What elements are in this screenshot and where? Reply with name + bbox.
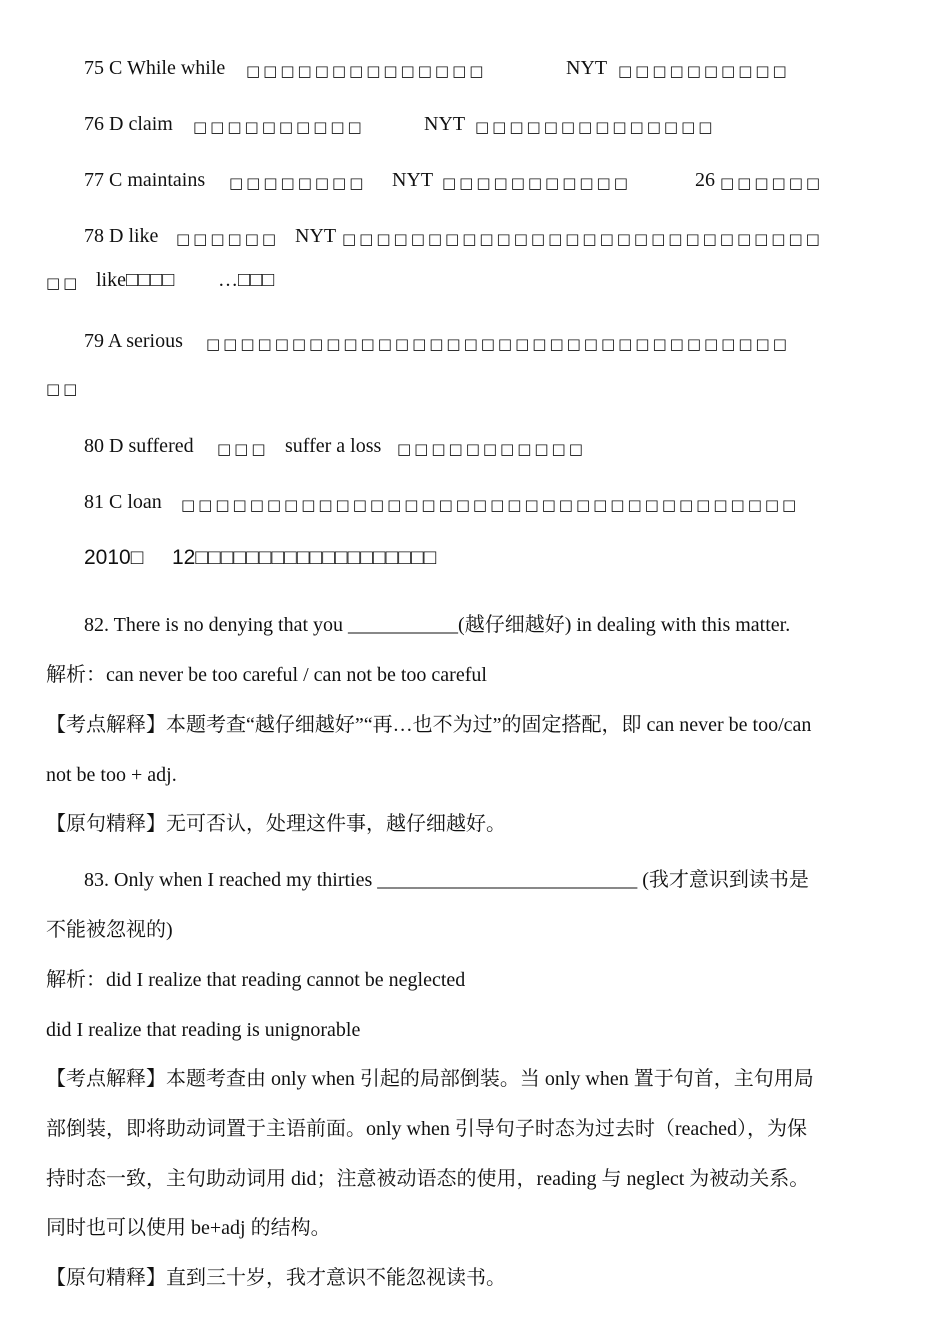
- answer-77-garbled-2: □□□□□□□□□□□: [442, 174, 631, 192]
- question-83-line-1: 83. Only when I reached my thirties __________________________ (我才意识到读书是: [84, 869, 809, 891]
- section-heading-year: 2010□: [84, 546, 144, 569]
- answer-75-source: NYT: [566, 57, 608, 79]
- answer-77-label: 77 C maintains: [84, 169, 206, 191]
- answer-79-garbled-2: □□: [46, 380, 81, 398]
- answer-80-garbled-1: □□□: [217, 440, 269, 458]
- answer-77-number: 26: [695, 169, 715, 191]
- q83-analysis-line-1: 解析：did I realize that reading cannot be neglected: [46, 969, 466, 991]
- section-heading-title: 12□□□□□□□□□□□□□□□□□□□: [172, 546, 437, 569]
- answer-76-garbled-1: □□□□□□□□□□: [193, 118, 365, 136]
- answer-77-garbled-3: □□□□□□: [720, 174, 824, 192]
- answer-78-garbled-1: □□□□□□: [176, 230, 280, 248]
- answer-76-label: 76 D claim: [84, 113, 173, 135]
- q82-translation: 【原句精释】无可否认，处理这件事，越仔细越好。: [46, 813, 506, 835]
- answer-78-source: NYT: [295, 225, 337, 247]
- answer-81-garbled-1: □□□□□□□□□□□□□□□□□□□□□□□□□□□□□□□□□□□□: [181, 496, 800, 514]
- q82-analysis: 解析：can never be too careful / can not be too careful: [46, 664, 487, 686]
- q83-point-line-3: 持时态一致，主句助动词用 did；注意被动语态的使用，reading 与 neglect 为被动关系。: [46, 1168, 810, 1190]
- answer-78-ellipsis: …□□□: [218, 269, 275, 291]
- answer-79-label: 79 A serious: [84, 330, 183, 352]
- q83-point-line-2: 部倒装，即将助动词置于主语前面。only when 引导句子时态为过去时（reached），为保: [46, 1118, 808, 1140]
- answer-80-phrase: suffer a loss: [285, 435, 382, 457]
- answer-78-garbled-2: □□□□□□□□□□□□□□□□□□□□□□□□□□□□: [342, 230, 823, 248]
- answer-75-garbled-1: □□□□□□□□□□□□□□: [246, 62, 487, 80]
- answer-77-garbled-1: □□□□□□□□: [229, 174, 367, 192]
- answer-77-source: NYT: [392, 169, 434, 191]
- answer-80-label: 80 D suffered: [84, 435, 194, 457]
- answer-78-like: like□□□□: [96, 269, 175, 291]
- answer-75-label: 75 C While while: [84, 57, 226, 79]
- answer-80-garbled-2: □□□□□□□□□□□: [397, 440, 586, 458]
- q82-point-line-1: 【考点解释】本题考查“越仔细越好”“再…也不为过”的固定搭配，即 can never be too/can: [46, 714, 812, 736]
- answer-78-label: 78 D like: [84, 225, 159, 247]
- answer-81-label: 81 C loan: [84, 491, 162, 513]
- q83-analysis-line-2: did I realize that reading is unignorable: [46, 1019, 361, 1041]
- question-82: 82. There is no denying that you ___________(越仔细越好) in dealing with this matter.: [84, 614, 791, 636]
- question-83-line-2: 不能被忽视的): [46, 919, 173, 941]
- answer-75-garbled-2: □□□□□□□□□□: [618, 62, 790, 80]
- answer-76-garbled-2: □□□□□□□□□□□□□□: [475, 118, 716, 136]
- q83-point-line-1: 【考点解释】本题考查由 only when 引起的局部倒装。当 only when 置于句首，主句用局: [46, 1068, 814, 1090]
- answer-76-source: NYT: [424, 113, 466, 135]
- q82-point-line-2: not be too + adj.: [46, 764, 177, 786]
- answer-79-garbled-1: □□□□□□□□□□□□□□□□□□□□□□□□□□□□□□□□□□: [206, 335, 790, 353]
- answer-78-garbled-3: □□: [46, 274, 81, 292]
- q83-point-line-4: 同时也可以使用 be+adj 的结构。: [46, 1217, 331, 1239]
- q83-translation: 【原句精释】直到三十岁，我才意识不能忽视读书。: [46, 1267, 506, 1289]
